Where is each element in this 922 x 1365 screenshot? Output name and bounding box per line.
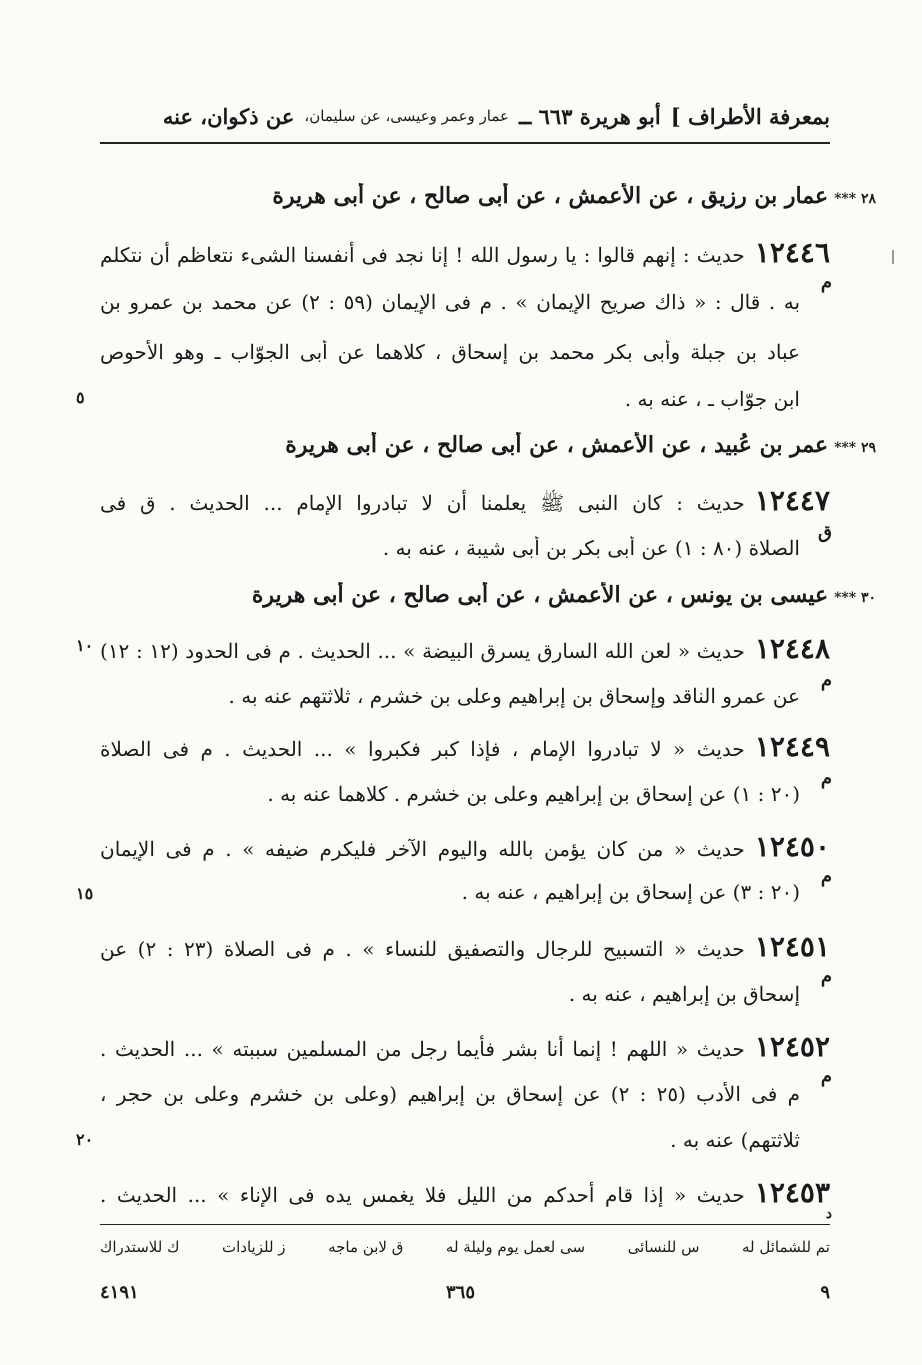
hadith-text: حديث « اللهم ! إنما أنا بشر فأيما رجل من المسلمين سببته » ... الحديث . [100, 1037, 745, 1061]
hadith-12451-line-2: إسحاق بن إبراهيم ، عنه به . [568, 982, 800, 1006]
siglum-key-item: سى لعمل يوم وليلة له [445, 1238, 586, 1256]
hadith-12453-line-1 [100, 1176, 830, 1209]
margin-line-number: ٥ [76, 388, 85, 407]
section-title: عمر بن عُبيد ، عن الأعمش ، عن أبى صالح ، عن أبى هريرة [285, 432, 829, 458]
footnote-rule [100, 1224, 830, 1225]
hadith-text: حديث « لا تبادروا الإمام ، فإذا كبر فكبروا » ... الحديث . م فى الصلاة [100, 737, 745, 761]
siglum-key [100, 1238, 830, 1256]
source-siglum: م [820, 768, 832, 789]
section-heading-30 [100, 582, 876, 608]
hadith-12447-line-2: الصلاة (٨٠ : ١) عن أبى بكر بن أبى شيبة ، عنه به . [382, 536, 800, 560]
hadith-12446-line-4: ابن جوّاب ـ ، عنه به . [624, 387, 800, 411]
source-siglum: ق [818, 522, 832, 543]
hadith-text: حديث : إنهم قالوا : يا رسول الله ! إنا نجد فى أنفسنا الشىء نتعاظم أن نتكلم [100, 243, 745, 267]
section-heading-29 [100, 432, 876, 458]
header-rule [100, 142, 830, 144]
siglum-key-item: ق لابن ماجه [328, 1238, 404, 1256]
hadith-12447-line-1 [100, 484, 830, 520]
section-number: ٣٠ *** [834, 590, 876, 606]
hadith-12451-line-1 [100, 930, 830, 963]
hadith-text: حديث « إذا قام أحدكم من الليل فلا يغمس يده فى الإناء » ... الحديث . [100, 1183, 745, 1207]
source-siglum: د [825, 1206, 832, 1222]
hadith-12452-line-3: ثلاثتهم) عنه به . [670, 1128, 800, 1152]
hadith-number: ١٢٤٤٨ [754, 632, 830, 665]
hadith-12446-line-3: عباد بن جبلة وأبى بكر محمد بن إسحاق ، كلاهما عن أبى الجوّاب ـ وهو الأحوص [100, 340, 800, 364]
hadith-12446-line-2: به . قال : « ذاك صريح الإيمان » . م فى الإيمان (٥٩ : ٢) عن محمد بن عمرو بن [100, 290, 800, 314]
siglum-key-item: ﻙ للاستدراك [100, 1238, 180, 1256]
source-siglum: م [820, 866, 832, 887]
siglum-key-item: ز للزيادات [222, 1238, 286, 1256]
section-title: عيسى بن يونس ، عن الأعمش ، عن أبى صالح ، عن أبى هريرة [251, 582, 829, 608]
header-book-title: بمعرفة الأطراف ] [670, 103, 830, 129]
header-chain: عن ذكوان، عنه [162, 103, 295, 129]
hadith-12450-line-2: (٢٠ : ٣) عن إسحاق بن إبراهيم ، عنه به . [461, 880, 800, 904]
header-musnad: أبو هريرة ٦٦٣ ــ [519, 103, 661, 129]
hadith-12448-line-2: عن عمرو الناقد وإسحاق بن إبراهيم وعلى بن خشرم ، ثلاثتهم عنه به . [228, 684, 800, 708]
hadith-12448-line-1 [100, 632, 830, 665]
hadith-count: ٤١٩١ [100, 1282, 139, 1303]
hadith-text: حديث « من كان يؤمن بالله واليوم الآخر فليكرم ضيفه » . م فى الإيمان [100, 837, 745, 861]
header-chain-small: عمار وعمر وعيسى، عن سليمان، [304, 107, 509, 125]
margin-line-number: ١٥ [76, 884, 94, 903]
page-number: ٣٦٥ [446, 1282, 476, 1303]
source-siglum: م [820, 966, 832, 987]
siglum-key-item: س للنسائى [627, 1238, 700, 1256]
hadith-number: ١٢٤٥١ [754, 930, 830, 963]
hadith-text: حديث « لعن الله السارق يسرق البيضة » ... الحديث . م فى الحدود (١٢ : ١٢) [100, 639, 745, 663]
hadith-number: ١٢٤٥٢ [754, 1030, 830, 1063]
hadith-number: ١٢٤٤٩ [754, 730, 830, 763]
hadith-12452-line-2: م فى الأدب (٢٥ : ٢) عن إسحاق بن إبراهيم (وعلى بن خشرم وعلى بن حجر ، [100, 1082, 800, 1106]
hadith-12452-line-1 [100, 1030, 830, 1063]
hadith-text: حديث « التسبيح للرجال والتصفيق للنساء » . م فى الصلاة (٢٣ : ٢) عن [100, 937, 745, 961]
hadith-number: ١٢٤٥٠ [754, 830, 830, 863]
page-footer [100, 1282, 830, 1310]
hadith-12450-line-1 [100, 830, 830, 863]
hadith-12449-line-2: (٢٠ : ١) عن إسحاق بن إبراهيم وعلى بن خشرم . كلاهما عنه به . [267, 782, 800, 806]
section-number: ٢٨ *** [834, 191, 876, 207]
signature-number: ٩ [820, 1282, 830, 1303]
source-siglum: م [820, 272, 832, 293]
section-title: عمار بن رزيق ، عن الأعمش ، عن أبى صالح ، عن أبى هريرة [272, 183, 829, 209]
margin-line-number: ٢٠ [76, 1130, 94, 1149]
hadith-number: ١٢٤٤٧ [754, 484, 830, 517]
section-number: ٢٩ *** [834, 440, 876, 456]
margin-line-number: ١٠ [76, 636, 94, 655]
margin-mark [892, 250, 894, 264]
siglum-key-item: تم للشمائل له [741, 1238, 830, 1256]
hadith-12446-line-1 [100, 236, 830, 269]
source-siglum: م [820, 670, 832, 691]
hadith-number: ١٢٤٤٦ [754, 236, 830, 269]
section-heading-28 [100, 183, 876, 209]
hadith-text: حديث : كان النبى ﷺ يعلمنا أن لا تبادروا الإمام ... الحديث . ق فى [100, 491, 745, 515]
running-header [100, 96, 830, 136]
hadith-number: ١٢٤٥٣ [754, 1176, 830, 1209]
hadith-12449-line-1 [100, 730, 830, 763]
source-siglum: م [820, 1066, 832, 1087]
